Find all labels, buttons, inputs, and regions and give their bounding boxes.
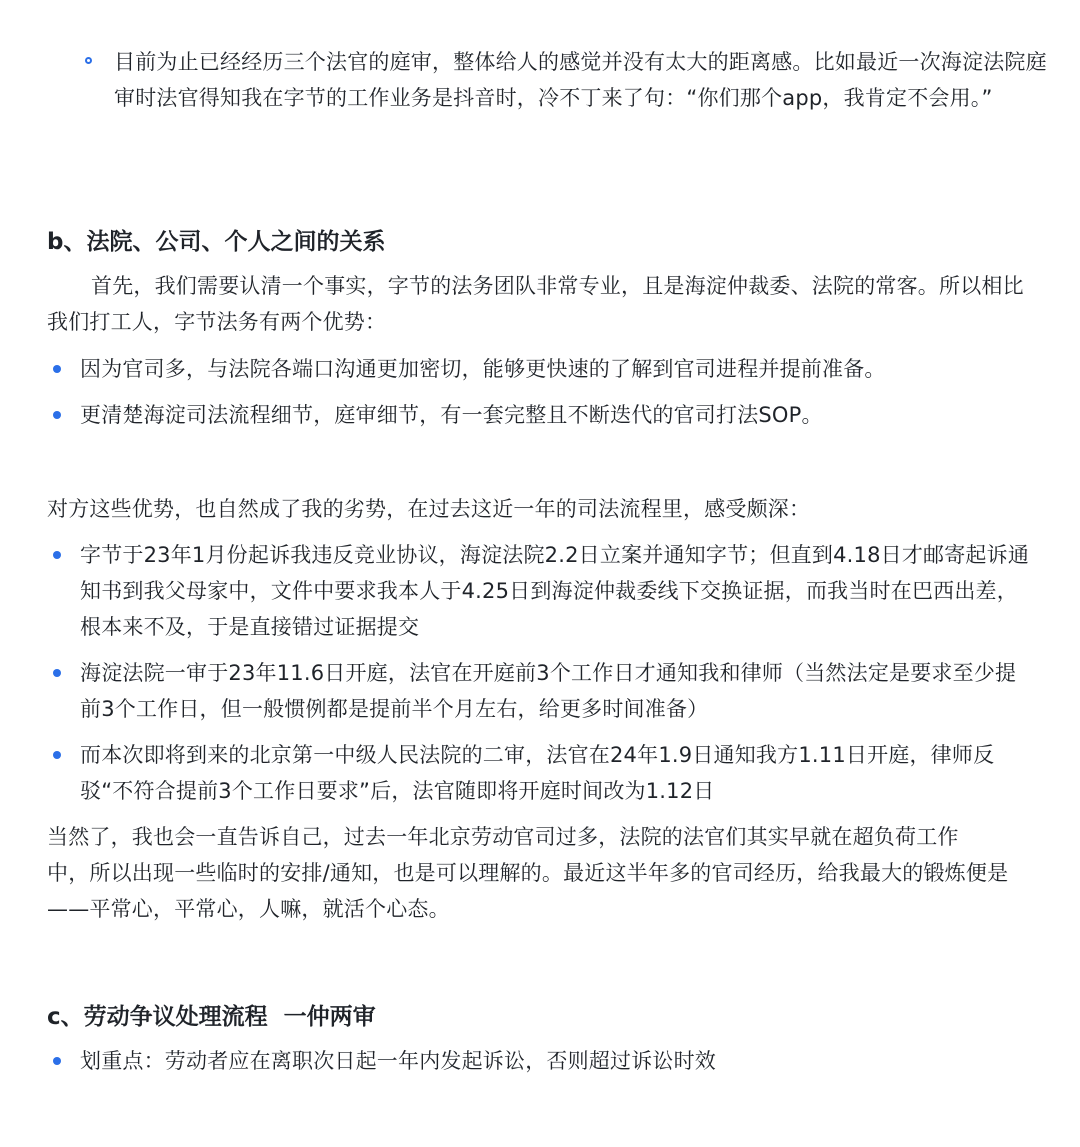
bullet-dot-icon: [53, 1057, 61, 1065]
advantage-item: 因为官司多，与法院各端口沟通更加密切，能够更快速的了解到官司进程并提前准备。: [80, 357, 886, 381]
conclusion-paragraph: [47, 819, 1032, 927]
bullet-dot-icon: [53, 551, 61, 559]
section-b-intro: 首先，我们需要认清一个事实，字节的法务团队非常专业，且是海淀仲裁委、法院的常客。所以相比我们打工人，字节法务有两个优势：: [47, 274, 1024, 334]
advantage-item: 更清楚海淀司法流程细节，庭审细节，有一套完整且不断迭代的官司打法SOP。: [80, 403, 823, 427]
section-b-heading: b、法院、公司、个人之间的关系: [47, 229, 386, 255]
event-item: 海淀法院一审于23年11.6日开庭，法官在开庭前3个工作日才通知我和律师（当然法定是要求至少提前3个工作日，但一般惯例都是提前半个月左右，给更多时间准备）: [80, 661, 1017, 721]
bullet-dot-icon: [53, 669, 61, 677]
key-point-item: 划重点：劳动者应在离职次日起一年内发起诉讼，否则超过诉讼时效: [80, 1049, 716, 1073]
transition-paragraph: 对方这些优势，也自然成了我的劣势，在过去这近一年的司法流程里，感受颇深：: [47, 497, 811, 521]
event-item: 字节于23年1月份起诉我违反竞业协议，海淀法院2.2日立案并通知字节；但直到4.18日才邮寄起诉通知书到我父母家中，文件中要求我本人于4.25日到海淀仲裁委线下交换证据，而我当时在巴西出差，根本来不及，于是直接错过证据提交: [80, 543, 1030, 639]
event-item: 而本次即将到来的北京第一中级人民法院的二审，法官在24年1.9日通知我方1.11日开庭，律师反驳“不符合提前3个工作日要求”后，法官随即将开庭时间改为1.12日: [80, 743, 995, 803]
conclusion-line: 当然了，我也会一直告诉自己，过去一年北京劳动官司过多，法院的法官们其实早就在超负荷工作: [47, 825, 959, 849]
conclusion-rest: 中，所以出现一些临时的安排/通知，也是可以理解的。最近这半年多的官司经历，给我最大的锻炼便是——平常心，平常心，人嘛，就活个心态。: [47, 861, 1009, 921]
bullet-dot-icon: [53, 411, 61, 419]
section-c-heading: c、劳动争议处理流程 一仲两审: [47, 1004, 376, 1030]
bullet-dot-icon: [53, 365, 61, 373]
hollow-bullet-icon: [85, 57, 92, 64]
bullet-dot-icon: [53, 751, 61, 759]
nested-list-item: 目前为止已经经历三个法官的庭审，整体给人的感觉并没有太大的距离感。比如最近一次海淀法院庭审时法官得知我在字节的工作业务是抖音时，冷不丁来了句：“你们那个app，我肯定不会用。”: [114, 50, 1047, 110]
